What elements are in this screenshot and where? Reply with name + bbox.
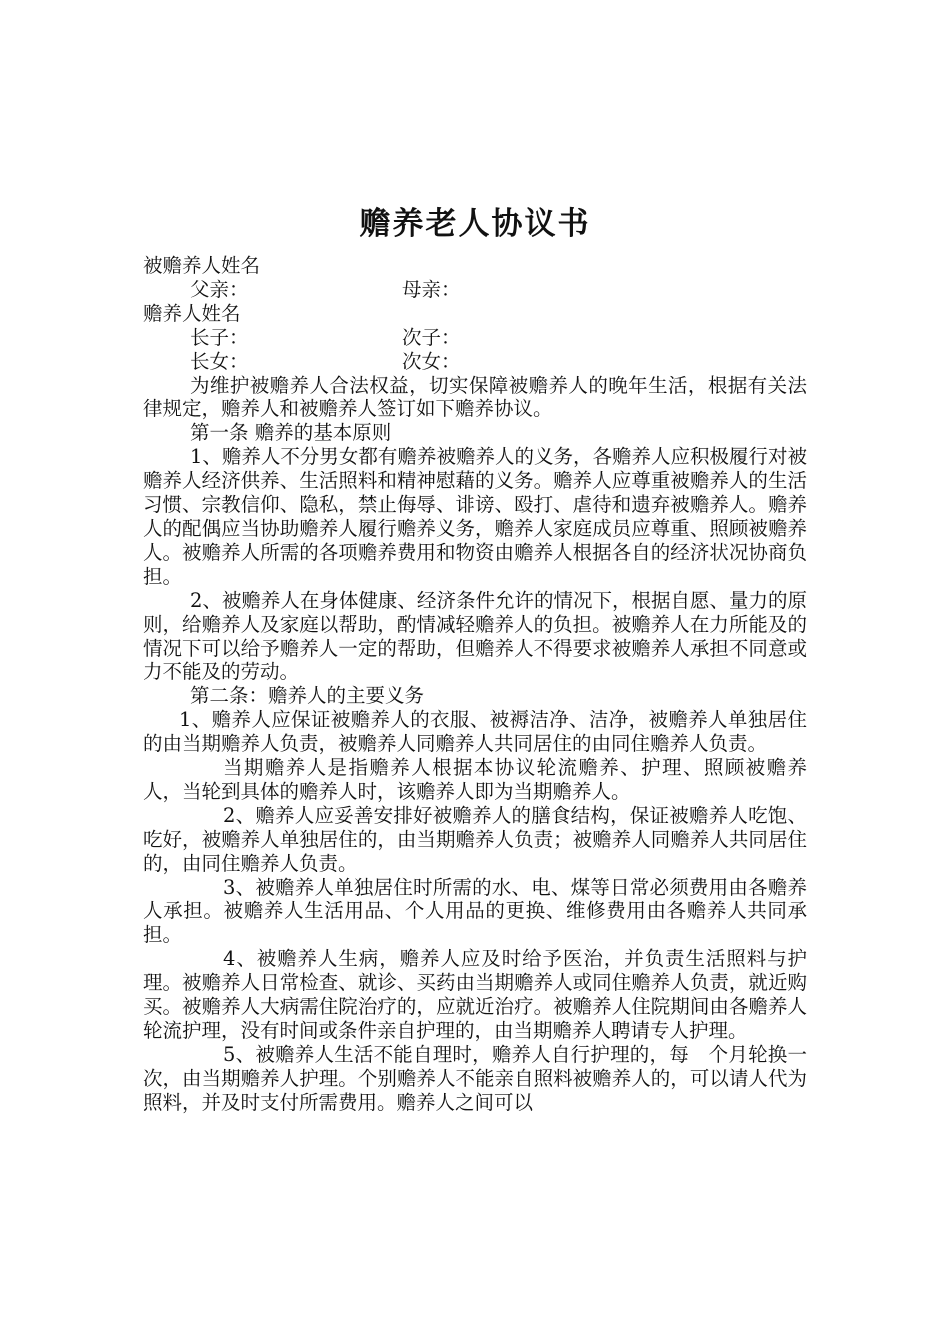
parents-row — [143, 278, 807, 302]
eldest-daughter-label: 长女： — [190, 349, 249, 373]
article-2-paragraph-5: 5、被赡养人生活不能自理时，赡养人自行护理的，每 个月轮换一次，由当期赡养人护理。个别赡养人不能亲自照料被赡养人的，可以请人代为照料，并及时支付所需费用。赡养人之间可以 — [143, 1042, 807, 1114]
second-son-label: 次子： — [402, 325, 461, 349]
mother-label: 母亲： — [402, 277, 461, 301]
father-label: 父亲： — [190, 277, 249, 301]
article-2-paragraph-1: 1、赡养人应保证被赡养人的衣服、被褥洁净、洁净，被赡养人单独居住的由当期赡养人负责，被赡养人同赡养人共同居住的由同住赡养人负责。 — [143, 708, 807, 756]
sons-row — [143, 326, 807, 350]
article-2-paragraph-4: 4、被赡养人生病，赡养人应及时给予医治，并负责生活照料与护理。被赡养人日常检查、就诊、买药由当期赡养人或同住赡养人负责，就近购买。被赡养人大病需住院治疗的，应就近治疗。被赡养人住院期间由各赡养人轮流护理，没有时间或条件亲自护理的，由当期赡养人聘请专人护理。 — [143, 947, 807, 1042]
article-1-paragraph-2: 2、被赡养人在身体健康、经济条件允许的情况下，根据自愿、量力的原则，给赡养人及家庭以帮助，酌情减轻赡养人的负担。被赡养人在力所能及的情况下可以给予赡养人一定的帮助，但赡养人不得要求被赡养人承担不同意或力不能及的劳动。 — [143, 588, 807, 684]
document-title: 赡养老人协议书 — [359, 206, 591, 242]
article-2-note: 当期赡养人是指赡养人根据本协议轮流赡养、护理、照顾被赡养人，当轮到具体的赡养人时，该赡养人即为当期赡养人。 — [143, 756, 807, 803]
article-2-paragraph-3: 3、被赡养人单独居住时所需的水、电、煤等日常必须费用由各赡养人承担。被赡养人生活用品、个人用品的更换、维修费用由各赡养人共同承担。 — [143, 875, 807, 947]
article-2-paragraph-2: 2、赡养人应妥善安排好被赡养人的膳食结构，保证被赡养人吃饱、吃好，被赡养人单独居住的，由当期赡养人负责；被赡养人同赡养人共同居住的，由同住赡养人负责。 — [143, 803, 807, 875]
supported-party-label: 被赡养人姓名 — [143, 254, 261, 277]
eldest-son-label: 长子： — [190, 325, 249, 349]
daughters-row — [143, 350, 807, 374]
article-2-heading: 第二条：赡养人的主要义务 — [190, 684, 425, 708]
intro-paragraph: 为维护被赡养人合法权益，切实保障被赡养人的晚年生活，根据有关法律规定，赡养人和被赡养人签订如下赡养协议。 — [143, 373, 807, 421]
supporter-party-label: 赡养人姓名 — [143, 301, 241, 325]
article-1-paragraph-1: 1、赡养人不分男女都有赡养被赡养人的义务，各赡养人应积极履行对被赡养人经济供养、生活照料和精神慰藉的义务。赡养人应尊重被赡养人的生活习惯、宗教信仰、隐私，禁止侮辱、诽谤、殴打、虐待和遗弃被赡养人。赡养人的配偶应当协助赡养人履行赡养义务，赡养人家庭成员应尊重、照顾被赡养人。被赡养人所需的各项赡养费用和物资由赡养人根据各自的经济状况协商负担。 — [143, 445, 807, 588]
document-page — [143, 200, 807, 1115]
article-1-heading: 第一条 赡养的基本原则 — [190, 421, 392, 445]
second-daughter-label: 次女： — [402, 349, 461, 373]
